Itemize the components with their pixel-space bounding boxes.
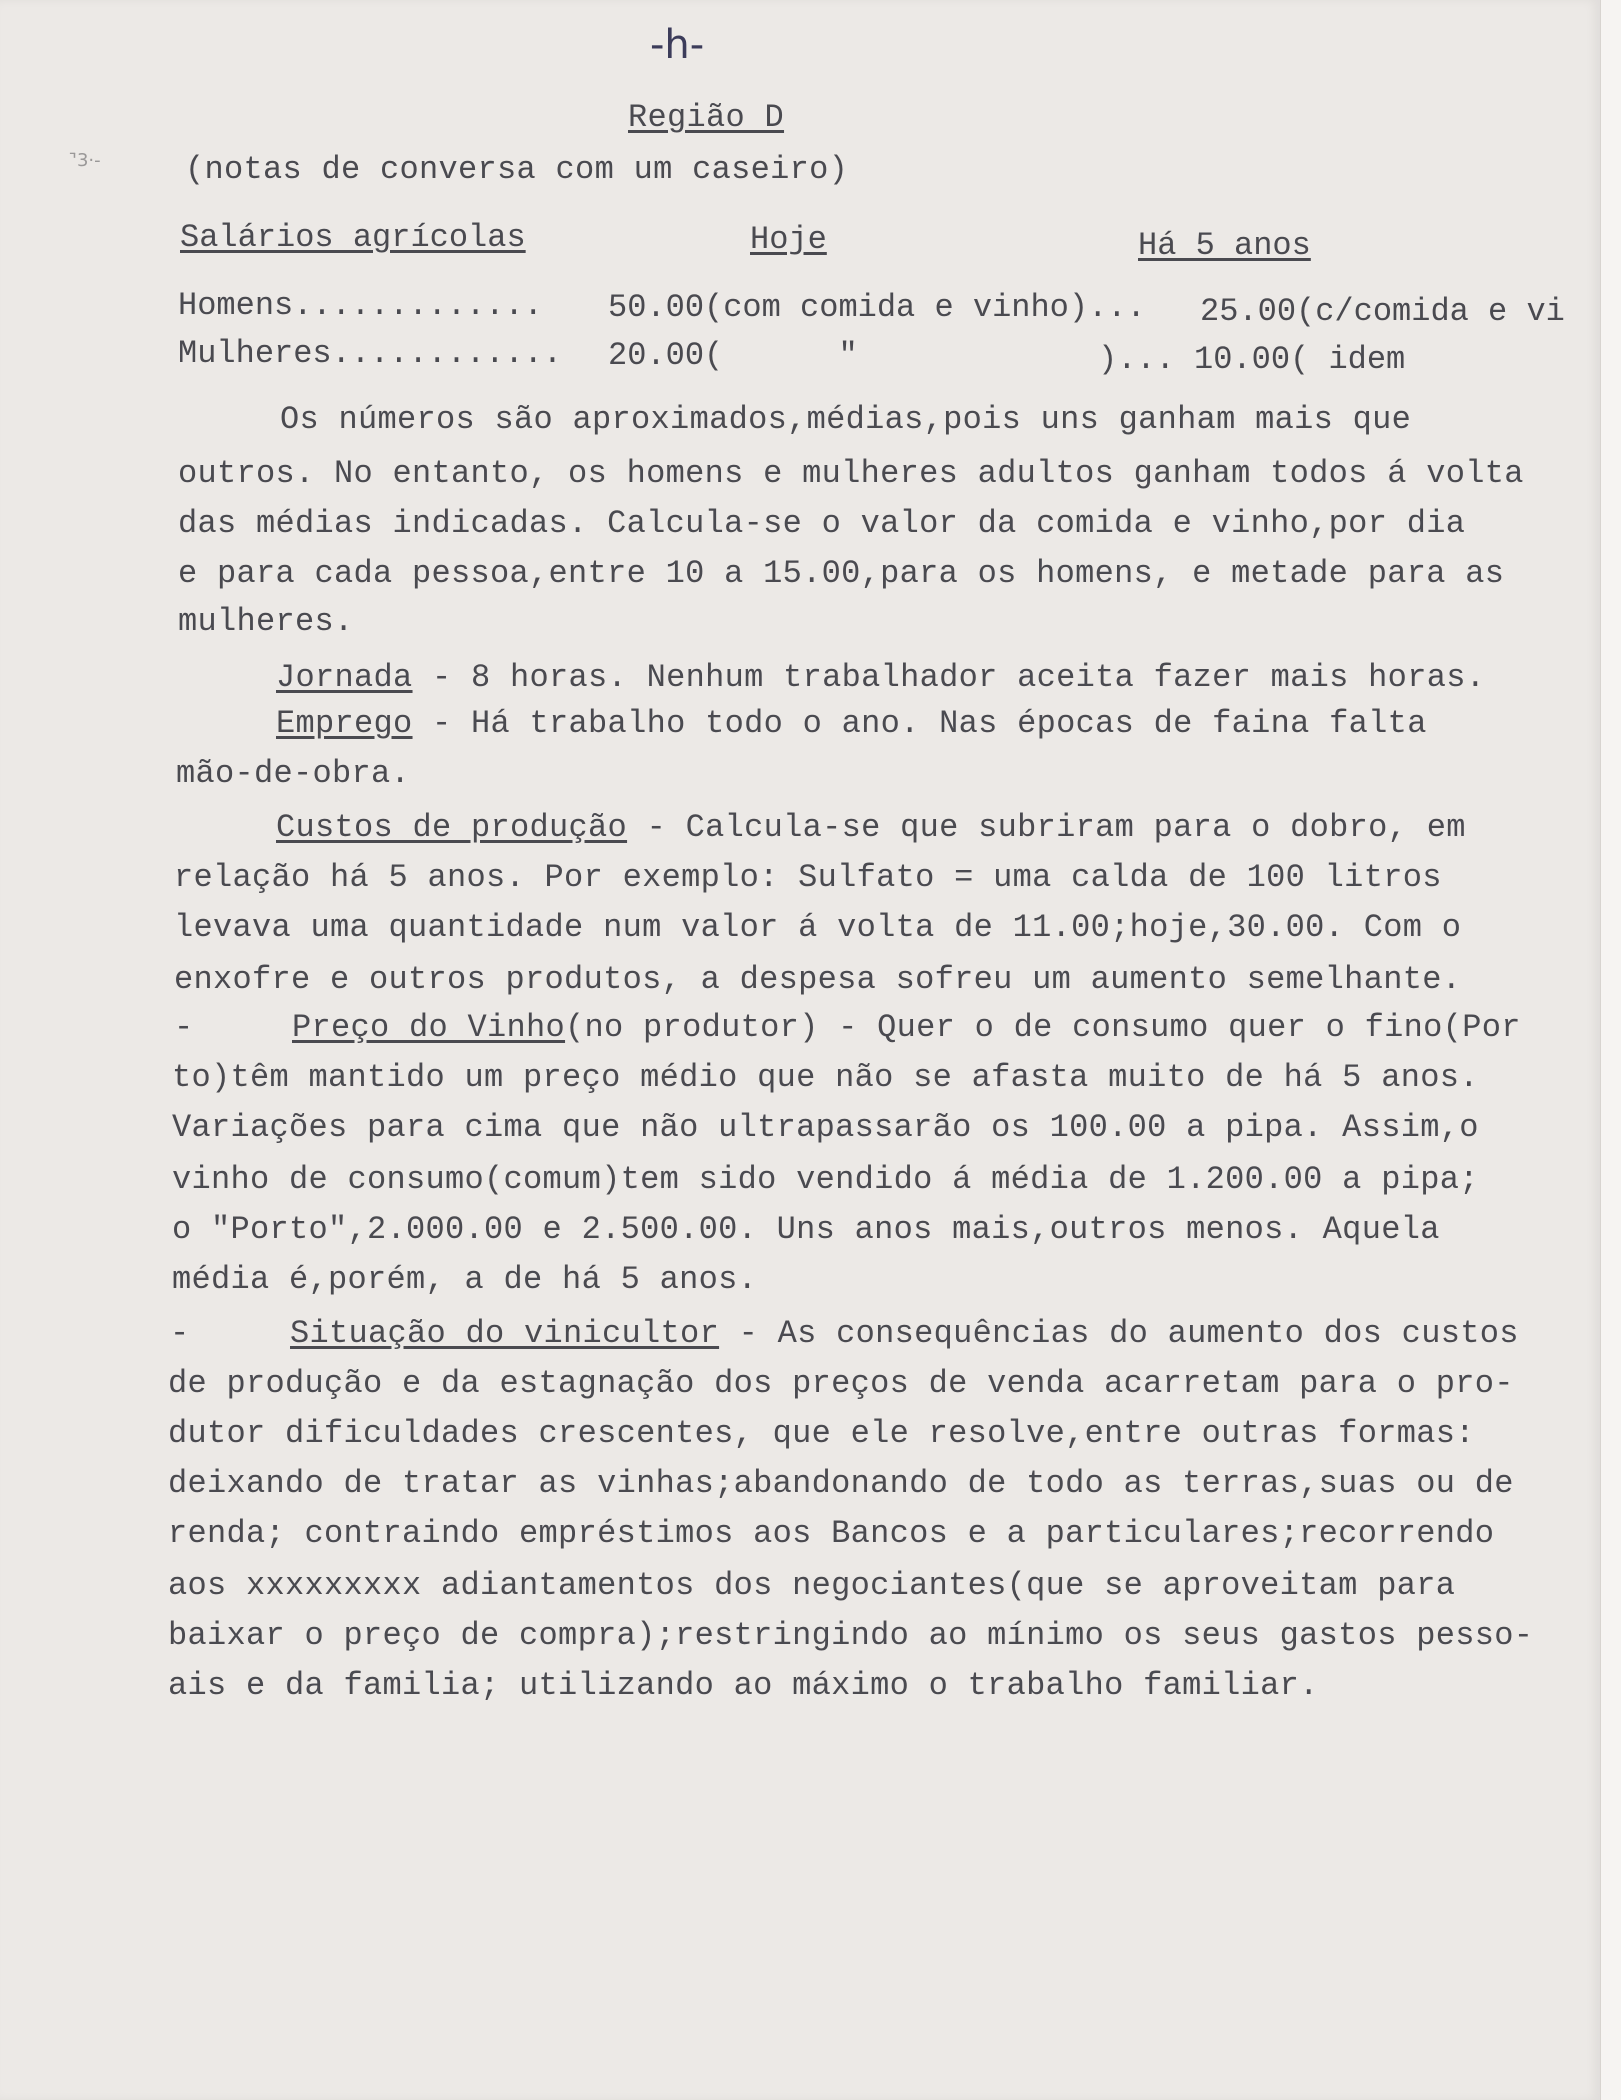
- table-row-label: Homens.............: [178, 287, 543, 324]
- paragraph-line: levava uma quantidade num valor á volta de 11.00;hoje,30.00. Com o: [174, 909, 1462, 946]
- situacao-dash: -: [170, 1315, 190, 1352]
- jornada-line: [276, 660, 1485, 696]
- paragraph-line: dutor dificuldades crescentes, que ele resolve,entre outras formas:: [168, 1415, 1475, 1452]
- paragraph-line: Os números são aproximados,médias,pois uns ganham mais que: [280, 401, 1412, 438]
- document-title: Região D: [628, 99, 785, 136]
- situacao-label: Situação do vinicultor: [290, 1315, 720, 1352]
- paragraph-line: outros. No entanto, os homens e mulheres adultos ganham todos á volta: [178, 455, 1524, 492]
- paragraph-line: enxofre e outros produtos, a despesa sofreu um aumento semelhante.: [174, 961, 1462, 998]
- paragraph-line: de produção e da estagnação dos preços de venda acarretam para o pro-: [168, 1365, 1514, 1402]
- paragraph-line: e para cada pessoa,entre 10 a 15.00,para os homens, e metade para as: [178, 555, 1505, 592]
- paragraph-line: média é,porém, a de há 5 anos.: [172, 1261, 758, 1298]
- table-header-five-years: Há 5 anos: [1138, 227, 1311, 264]
- emprego-line: [276, 706, 1427, 742]
- custos-text: - Calcula-se que subriram para o dobro, em: [627, 809, 1466, 846]
- table-row-today: 20.00( ": [608, 337, 858, 374]
- table-header-category: Salários agrícolas: [180, 219, 526, 256]
- paragraph-line: o "Porto",2.000.00 e 2.500.00. Uns anos mais,outros menos. Aquela: [172, 1211, 1440, 1248]
- preco-text: (no produtor) - Quer o de consumo quer o fino(Por: [565, 1009, 1521, 1046]
- paragraph-line: Variações para cima que não ultrapassarão os 100.00 a pipa. Assim,o: [172, 1109, 1479, 1146]
- preco-label: Preço do Vinho: [292, 1009, 566, 1046]
- table-row-five-years: 25.00(c/comida e vi: [1200, 293, 1565, 330]
- paragraph-line: relação há 5 anos. Por exemplo: Sulfato = uma calda de 100 litros: [174, 859, 1442, 896]
- emprego-text: - Há trabalho todo o ano. Nas épocas de faina falta: [412, 705, 1427, 742]
- preco-dash: -: [174, 1009, 194, 1046]
- table-row-five-years: )... 10.00( idem: [1098, 341, 1406, 378]
- table-row-today: 50.00(com comida e vinho)...: [608, 289, 1146, 326]
- document-subtitle: (notas de conversa com um caseiro): [185, 151, 849, 188]
- paragraph-line: das médias indicadas. Calcula-se o valor da comida e vinho,por dia: [178, 505, 1466, 542]
- paragraph-line: baixar o preço de compra);restringindo ao mínimo os seus gastos pesso-: [168, 1617, 1534, 1654]
- jornada-label: Jornada: [276, 659, 413, 696]
- preco-line: [292, 1010, 1521, 1046]
- paragraph-line: ais e da familia; utilizando ao máximo o trabalho familiar.: [168, 1667, 1319, 1704]
- paragraph-line: renda; contraindo empréstimos aos Bancos e a particulares;recorrendo: [168, 1515, 1495, 1552]
- page-number: -h-: [650, 22, 705, 68]
- custos-label: Custos de produção: [276, 809, 628, 846]
- situacao-line: [290, 1316, 1519, 1352]
- table-row-label: Mulheres............: [178, 335, 563, 372]
- paragraph-line: mulheres.: [178, 603, 354, 640]
- paragraph-line: deixando de tratar as vinhas;abandonando de todo as terras,suas ou de: [168, 1465, 1514, 1502]
- paragraph-line: aos xxxxxxxxx adiantamentos dos negociantes(que se aproveitam para: [168, 1567, 1456, 1604]
- margin-mark: '̄3·-: [72, 150, 101, 171]
- jornada-text: - 8 horas. Nenhum trabalhador aceita fazer mais horas.: [412, 659, 1486, 696]
- paragraph-line: vinho de consumo(comum)tem sido vendido á média de 1.200.00 a pipa;: [172, 1161, 1479, 1198]
- table-header-today: Hoje: [750, 221, 827, 258]
- custos-line: [276, 810, 1466, 846]
- paragraph-line: to)têm mantido um preço médio que não se afasta muito de há 5 anos.: [172, 1059, 1479, 1096]
- emprego-label: Emprego: [276, 705, 413, 742]
- situacao-text: - As consequências do aumento dos custos: [719, 1315, 1519, 1352]
- page-edge: [1600, 0, 1621, 2100]
- emprego-cont: mão-de-obra.: [176, 755, 411, 792]
